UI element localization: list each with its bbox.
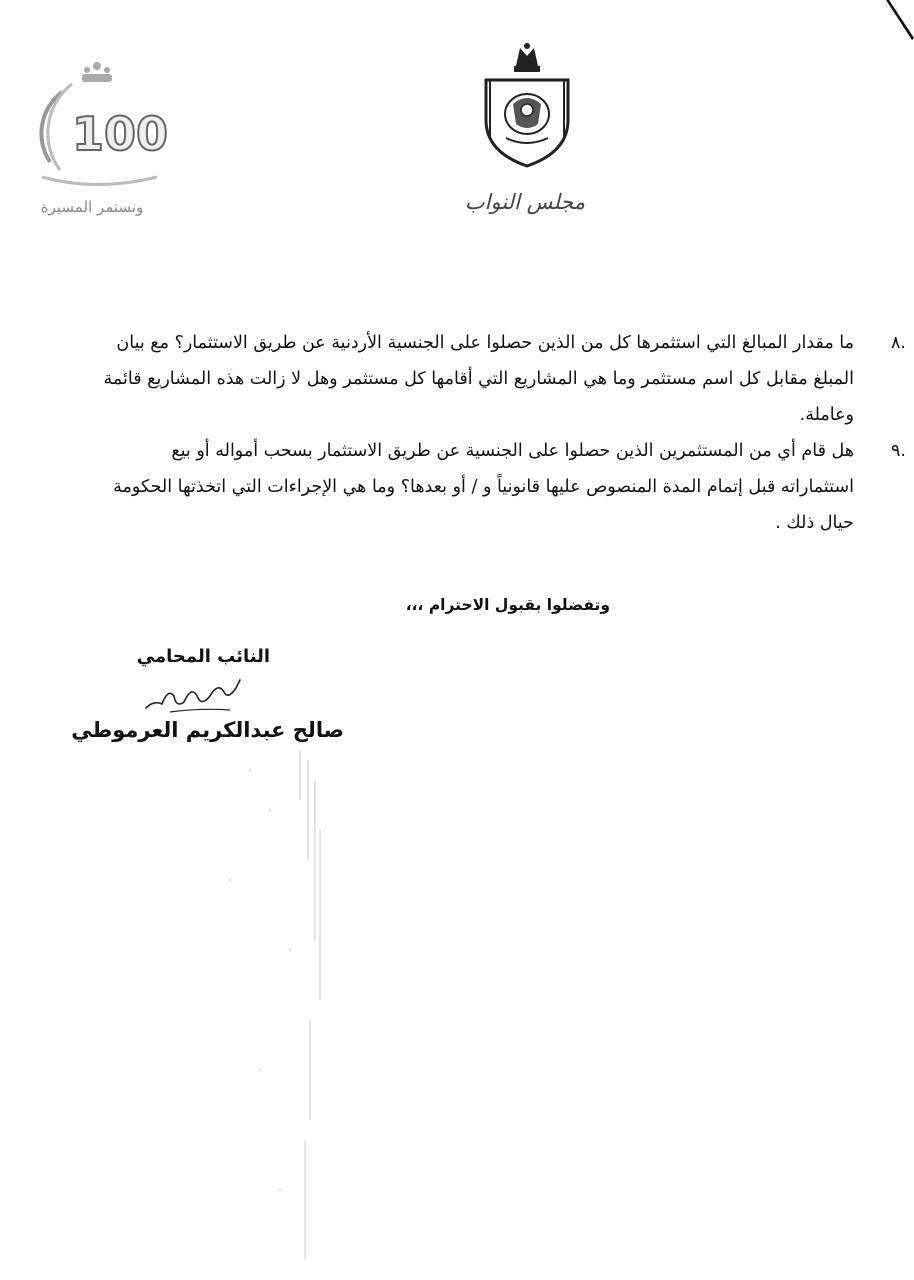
page-corner-mark	[872, 0, 914, 48]
question-item	[100, 433, 910, 541]
handwritten-signature	[140, 674, 250, 718]
parliament-name: مجلس النواب	[464, 190, 586, 214]
centennial-logo-caption: ونستمر المسيرة	[40, 198, 144, 216]
jordan-coat-of-arms-icon	[478, 40, 576, 168]
signatory-name: صالح عبدالكريم العرموطي	[71, 718, 344, 742]
signatory-title: النائب المحامي	[136, 646, 270, 667]
closing-salutation: وتفضلوا بقبول الاحترام ،،،	[405, 596, 610, 614]
svg-text:100: 100	[71, 107, 169, 161]
centennial-100-logo-icon	[22, 52, 172, 187]
question-number: ٨.	[891, 333, 906, 353]
question-number: ٩.	[891, 441, 906, 461]
question-text: هل قام أي من المستثمرين الذين حصلوا على الجنسية عن طريق الاستثمار بسحب أمواله أو بيع استثماراته قبل إتمام المدة المنصوص عليها قانونياً و / أو بعدها؟ وما هي الإجراءات التي اتخذتها الحكومة حيال ذلك .	[113, 441, 854, 533]
questions-list	[100, 325, 910, 541]
question-text: ما مقدار المبالغ التي استثمرها كل من الذين حصلوا على الجنسية الأردنية عن طريق الاستثمار؟ مع بيان المبلغ مقابل كل اسم مستثمر وما هي المشاريع التي أقامها كل مستثمر وهل لا زالت هذه المشاريع قائمة وعاملة.	[103, 333, 854, 425]
question-item	[100, 325, 910, 433]
scan-noise-marks	[160, 740, 360, 1280]
